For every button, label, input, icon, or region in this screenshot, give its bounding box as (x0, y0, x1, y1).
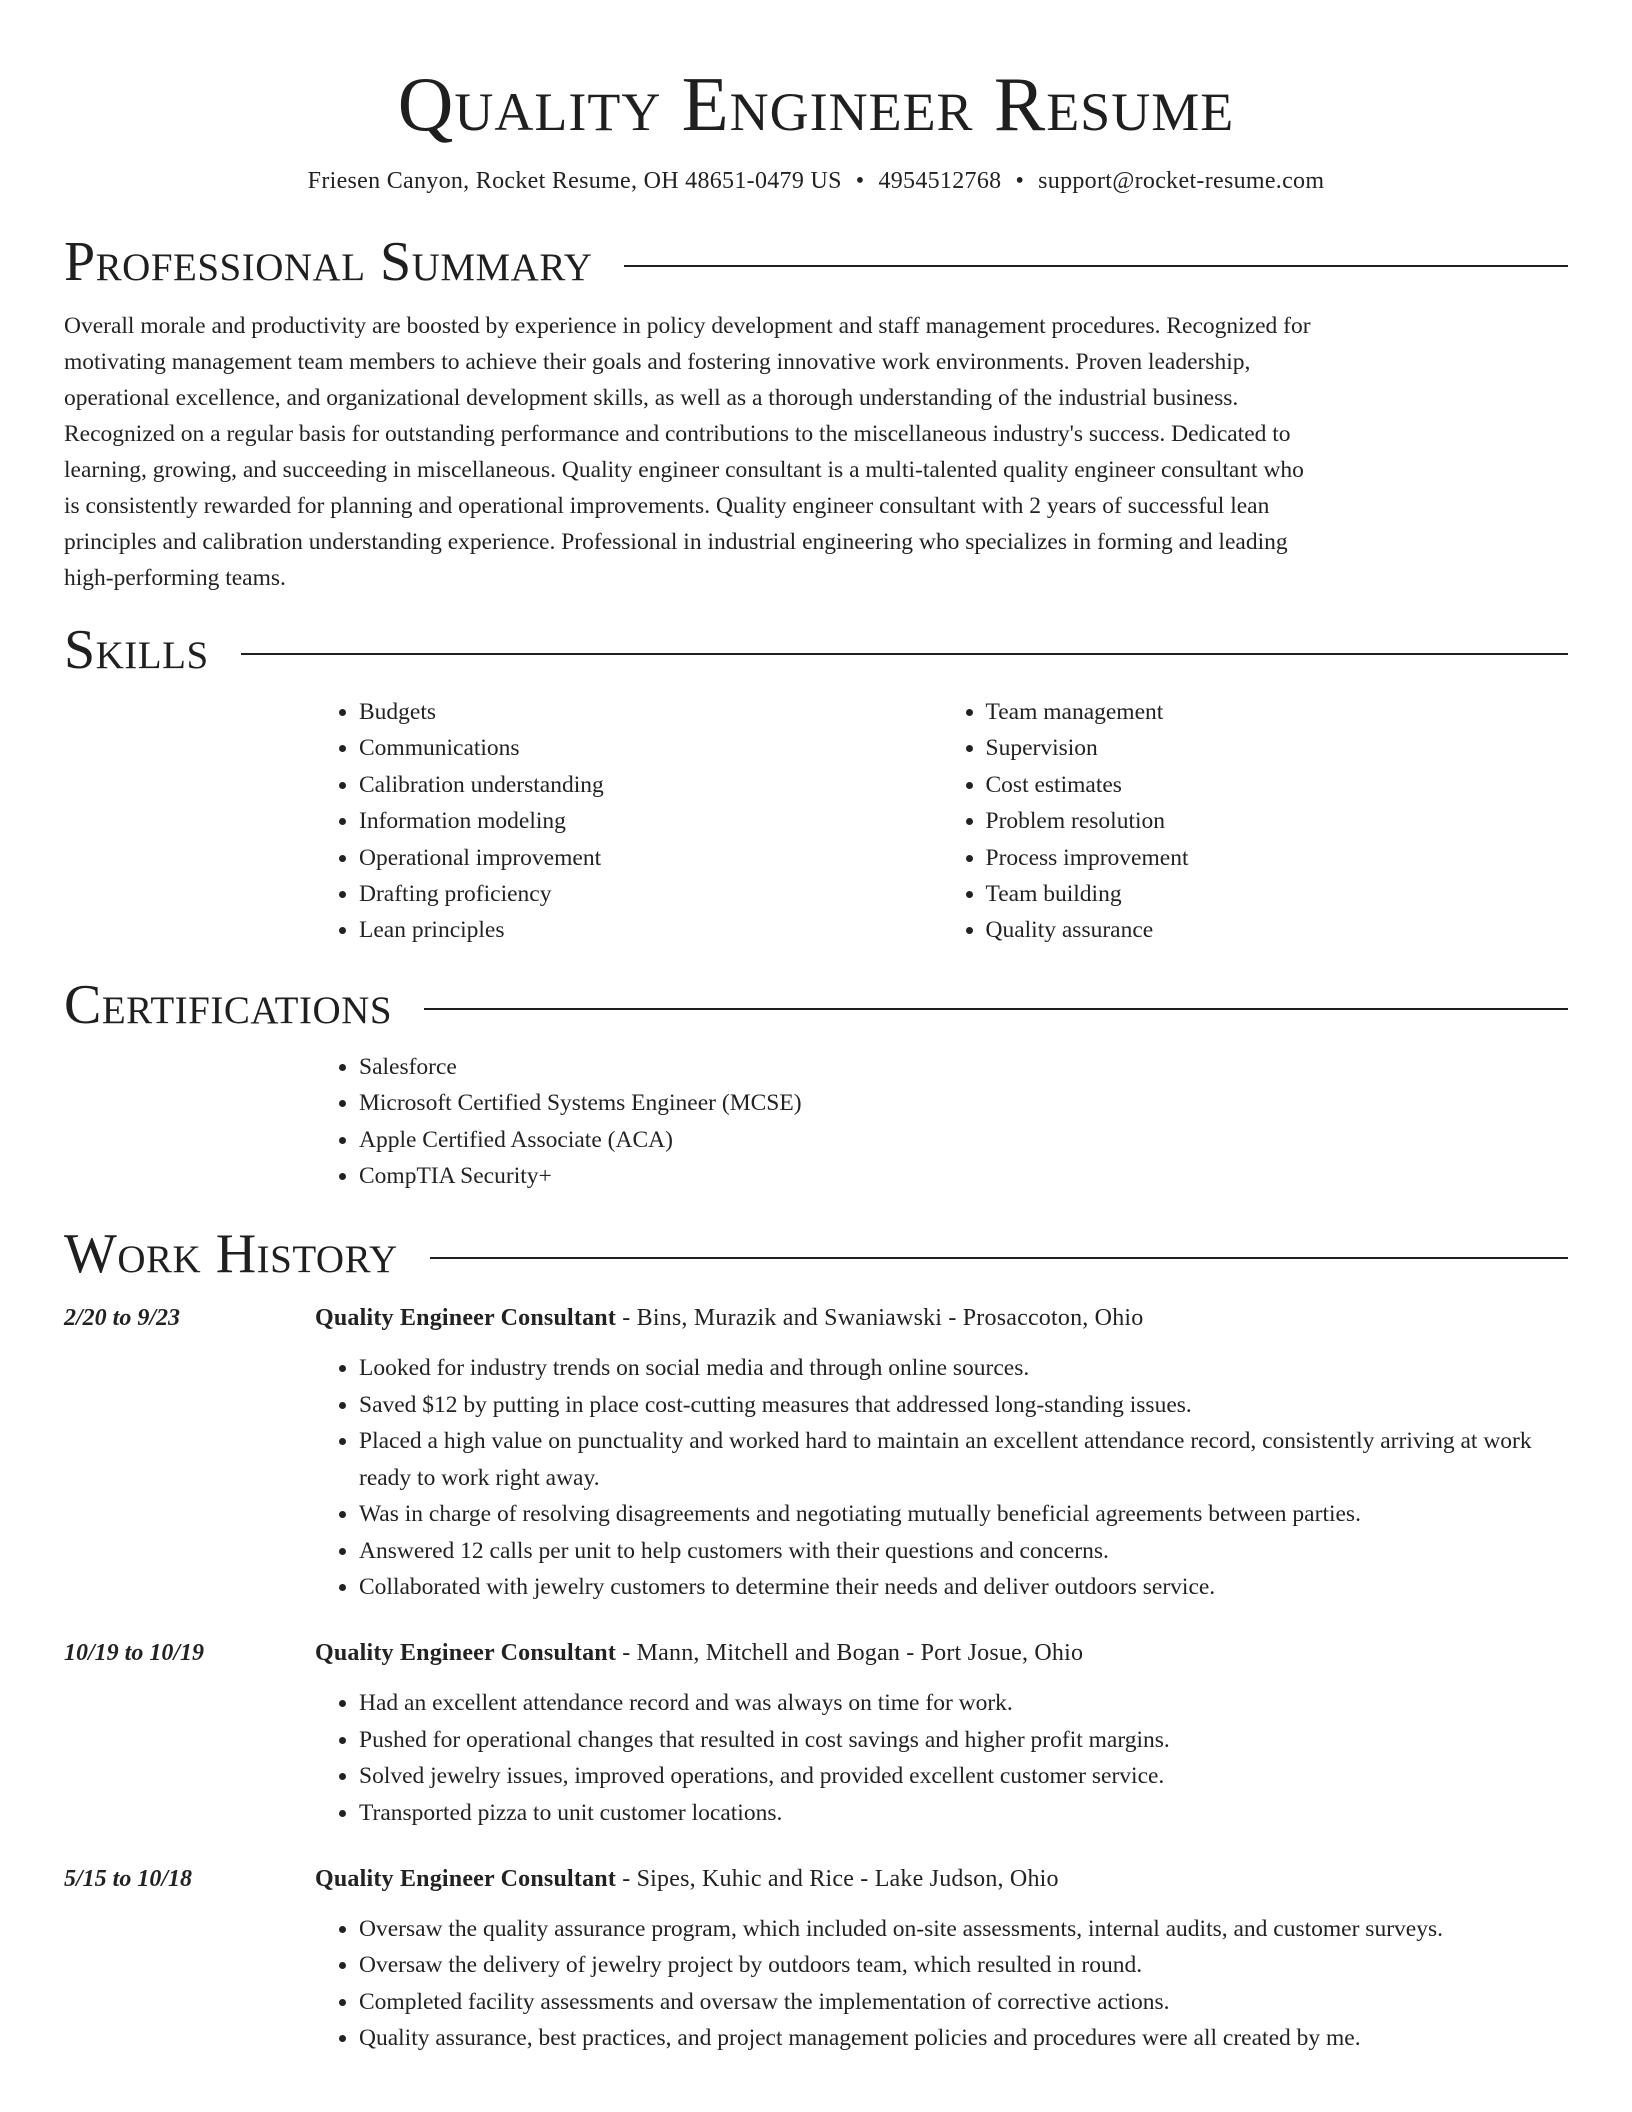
section-title: Certifications (64, 973, 393, 1036)
skills-column-right (942, 694, 1569, 949)
list-item: • Operational improvement (359, 840, 942, 876)
list-item: • Team building (986, 876, 1569, 912)
list-item: • Quality assurance (986, 912, 1569, 948)
section-header-certifications (64, 973, 1568, 1037)
section-title: Skills (64, 619, 209, 681)
list-item: • Oversaw the delivery of jewelry project by outdoors team, which resulted in round. (359, 1947, 1568, 1983)
list-item: • Cost estimates (986, 767, 1569, 803)
section-header-skills (64, 618, 1568, 682)
job-bullets (315, 1350, 1568, 1605)
list-item: • Calibration understanding (359, 767, 942, 803)
job-entry (64, 1861, 1568, 2057)
list-item: • Was in charge of resolving disagreements and negotiating mutually beneficial agreements between parties. (359, 1496, 1568, 1532)
list-item: • Salesforce (359, 1049, 1568, 1085)
email: support@rocket-resume.com (1038, 168, 1325, 194)
skills-column-left (315, 694, 942, 949)
list-item: • Supervision (986, 730, 1569, 766)
list-item: • Lean principles (359, 912, 942, 948)
list-item: • Information modeling (359, 803, 942, 839)
job-heading (315, 1635, 1568, 1671)
section-divider (424, 1008, 1568, 1010)
section-title: Work History (64, 1223, 398, 1286)
list-item: • Oversaw the quality assurance program, which included on-site assessments, internal audits, and customer surveys. (359, 1911, 1568, 1947)
resume-title: Quality Engineer Resume (397, 61, 1235, 147)
job-heading (315, 1300, 1568, 1336)
section-divider (430, 1257, 1568, 1259)
job-title: Quality Engineer Consultant (315, 1640, 617, 1667)
list-item: • Looked for industry trends on social media and through online sources. (359, 1350, 1568, 1386)
list-item: • Quality assurance, best practices, and project management policies and procedures were all created by me. (359, 2020, 1568, 2056)
job-body (315, 1861, 1568, 2057)
address: Friesen Canyon, Rocket Resume, OH 48651-0479 US (307, 168, 842, 194)
list-item: • Process improvement (986, 840, 1569, 876)
list-item: • Saved $12 by putting in place cost-cutting measures that addressed long-standing issues. (359, 1387, 1568, 1423)
job-dates: 5/15 to 10/18 (64, 1865, 193, 1892)
certifications-list (315, 1049, 1568, 1195)
list-item: • Solved jewelry issues, improved operations, and provided excellent customer service. (359, 1758, 1568, 1794)
list-item: • Pushed for operational changes that resulted in cost savings and higher profit margins. (359, 1722, 1568, 1758)
list-item: • Completed facility assessments and oversaw the implementation of corrective actions. (359, 1984, 1568, 2020)
job-bullets (315, 1911, 1568, 2057)
list-item: • Had an excellent attendance record and was always on time for work. (359, 1685, 1568, 1721)
skills-list (315, 694, 1568, 949)
job-bullets (315, 1685, 1568, 1831)
job-entry (64, 1300, 1568, 1605)
section-divider (624, 265, 1568, 267)
separator: • (1015, 168, 1025, 194)
section-header-work-history (64, 1222, 1568, 1286)
list-item: • Team management (986, 694, 1569, 730)
resume-page (64, 0, 1568, 2057)
section-header-summary (64, 230, 1568, 294)
job-heading (315, 1861, 1568, 1897)
summary-text: Overall morale and productivity are boosted by experience in policy development and staff management procedures. Recognized for motivating management team members to achieve their goals and fostering innovative work environments. Proven leadership, operational excellence, and organizational development skills, as well as a thorough understanding of the industrial business. Recognized on a regular basis for outstanding performance and contributions to the miscellaneous industry's success. Dedicated to learning, growing, and succeeding in miscellaneous. Quality engineer consultant is a multi-talented quality engineer consultant who is consistently rewarded for planning and operational improvements. Quality engineer consultant with 2 years of successful lean principles and calibration understanding experience. Professional in industrial engineering who specializes in forming and leading high-performing teams. (64, 313, 1311, 591)
list-item: • Placed a high value on punctuality and worked hard to maintain an excellent attendance record, consistently arriving at work ready to work right away. (359, 1423, 1568, 1496)
separator: • (855, 168, 865, 194)
job-company-location: - Bins, Murazik and Swaniawski - Prosaccoton, Ohio (616, 1305, 1144, 1332)
list-item: • Budgets (359, 694, 942, 730)
list-item: • Collaborated with jewelry customers to determine their needs and deliver outdoors service. (359, 1569, 1568, 1605)
list-item: • Answered 12 calls per unit to help customers with their questions and concerns. (359, 1533, 1568, 1569)
list-item: • Drafting proficiency (359, 876, 942, 912)
section-divider (241, 653, 1568, 655)
job-title: Quality Engineer Consultant (315, 1865, 617, 1892)
list-item: • Transported pizza to unit customer locations. (359, 1795, 1568, 1831)
job-entry (64, 1635, 1568, 1831)
list-item: • Apple Certified Associate (ACA) (359, 1122, 1568, 1158)
job-body (315, 1635, 1568, 1831)
section-title: Professional Summary (64, 231, 593, 293)
job-company-location: - Mann, Mitchell and Bogan - Port Josue, Ohio (616, 1640, 1084, 1667)
phone: 4954512768 (878, 168, 1002, 194)
list-item: • Microsoft Certified Systems Engineer (MCSE) (359, 1085, 1568, 1121)
contact-line (64, 166, 1568, 196)
list-item: • Communications (359, 730, 942, 766)
job-dates: 10/19 to 10/19 (64, 1640, 205, 1667)
job-dates: 2/20 to 9/23 (64, 1305, 181, 1332)
job-company-location: - Sipes, Kuhic and Rice - Lake Judson, Ohio (616, 1865, 1059, 1892)
list-item: • CompTIA Security+ (359, 1158, 1568, 1194)
job-body (315, 1300, 1568, 1605)
list-item: • Problem resolution (986, 803, 1569, 839)
job-title: Quality Engineer Consultant (315, 1305, 617, 1332)
